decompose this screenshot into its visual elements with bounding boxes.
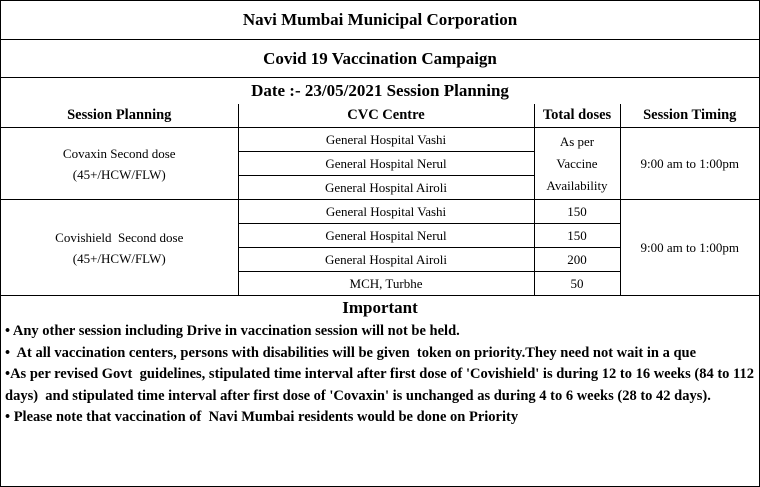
plan-group: (45+/HCW/FLW) — [72, 250, 166, 266]
important-section — [1, 295, 759, 429]
doses-availability-cell — [534, 128, 620, 200]
session-table — [1, 104, 759, 296]
table-row — [1, 200, 759, 224]
campaign-title: Covid 19 Vaccination Campaign — [1, 40, 759, 78]
col-session-planning: Session Planning — [1, 104, 238, 128]
table-row — [1, 128, 759, 152]
col-session-timing: Session Timing — [620, 104, 759, 128]
doses-cell: 150 — [534, 200, 620, 224]
col-cvc-centre: CVC Centre — [238, 104, 534, 128]
centre-cell: General Hospital Airoli — [238, 176, 534, 200]
table-header-row — [1, 104, 759, 128]
centre-cell: General Hospital Nerul — [238, 224, 534, 248]
important-notes — [1, 321, 759, 429]
note-item: • At all vaccination centers, persons with disabilities will be given token on priority.They need not wait in a que — [5, 344, 697, 361]
note-item: • Any other session including Drive in vaccination session will not be held. — [5, 323, 460, 339]
centre-cell: General Hospital Vashi — [238, 128, 534, 152]
date-line: Date :- 23/05/2021 Session Planning — [251, 81, 509, 100]
centre-cell: General Hospital Vashi — [238, 200, 534, 224]
doses-cell: 150 — [534, 224, 620, 248]
covaxin-plan-cell — [1, 128, 238, 200]
doses-cell: 200 — [534, 248, 620, 272]
plan-group: (45+/HCW/FLW) — [72, 166, 166, 182]
plan-name: Covishield Second dose — [55, 229, 184, 245]
covishield-plan-cell — [1, 200, 238, 296]
important-title: Important — [342, 298, 418, 317]
timing-cell: 9:00 am to 1:00pm — [620, 128, 759, 200]
org-title: Navi Mumbai Municipal Corporation — [1, 1, 759, 40]
centre-cell: General Hospital Nerul — [238, 152, 534, 176]
doses-line: Availability — [546, 177, 608, 193]
plan-name: Covaxin Second dose — [62, 145, 176, 161]
note-item: •As per revised Govt guidelines, stipulated time interval after first dose of 'Covishield' is during 12 to 16 weeks (84 to 112 days) and stipulated time interval after first dose of 'Covaxin' is unchanged as during 4 to 6 weeks (28 to 42 days). — [5, 366, 758, 404]
timing-cell: 9:00 am to 1:00pm — [620, 200, 759, 296]
col-total-doses: Total doses — [534, 104, 620, 128]
doses-cell: 50 — [534, 272, 620, 296]
centre-cell: General Hospital Airoli — [238, 248, 534, 272]
centre-cell: MCH, Turbhe — [238, 272, 534, 296]
doses-line: As per — [559, 133, 595, 149]
doses-line: Vaccine — [556, 155, 598, 171]
note-item: • Please note that vaccination of Navi Mumbai residents would be done on Priority — [5, 409, 519, 425]
